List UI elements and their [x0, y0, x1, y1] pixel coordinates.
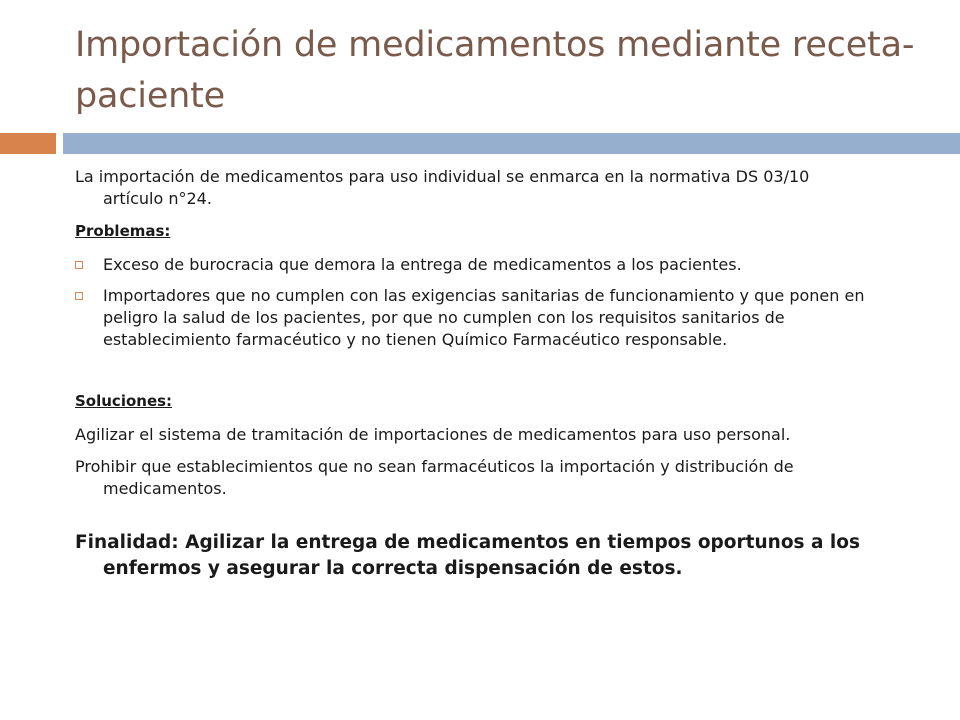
solution-item: Prohibir que establecimientos que no sean farmacéuticos la importación y distribución de medicamentos. [75, 457, 794, 498]
square-bullet-icon [75, 292, 83, 300]
conclusion-text: Finalidad: Agilizar la entrega de medicamentos en tiempos oportunos a los enfermos y asegurar la correcta dispensación de estos. [75, 532, 860, 579]
intro-paragraph: La importación de medicamentos para uso individual se enmarca en la normativa DS 03/10 artículo n°24. [75, 167, 810, 208]
problem-item [75, 285, 865, 351]
accent-bar-blue [63, 133, 960, 154]
square-bullet-icon [75, 261, 83, 269]
slide-title: Importación de medicamentos mediante receta-paciente [75, 25, 915, 116]
problem-text: Importadores que no cumplen con las exigencias sanitarias de funcionamiento y que ponen en peligro la salud de los pacientes, por que no cumplen con los requisitos sanitarios de establecimiento farmacéutico y no tienen Químico Farmacéutico responsable. [103, 286, 865, 349]
problem-item [75, 254, 865, 276]
slide-body [75, 166, 865, 601]
solutions-heading: Soluciones: [75, 392, 173, 410]
solution-item: Agilizar el sistema de tramitación de importaciones de medicamentos para uso personal. [75, 425, 791, 444]
problems-heading: Problemas: [75, 222, 171, 240]
problem-text: Exceso de burocracia que demora la entrega de medicamentos a los pacientes. [103, 255, 742, 274]
accent-bar-orange [0, 133, 56, 154]
